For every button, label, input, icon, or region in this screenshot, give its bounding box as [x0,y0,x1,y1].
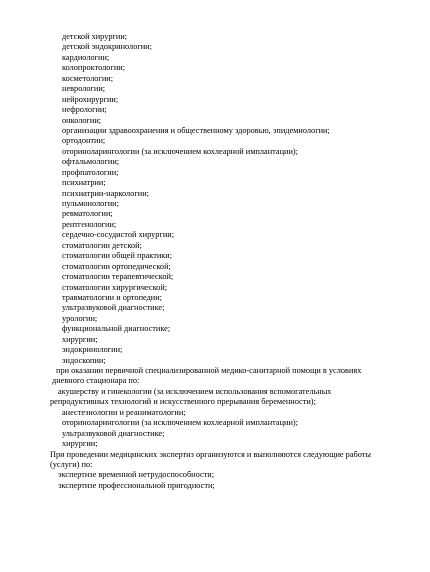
paragraph-expertise: При проведении медицинских экспертиз организуются и выполняются следующие работы (услуги) по: [50,449,371,470]
list-item: ортодонтии; [62,136,106,146]
list-item: хирургии; [62,439,98,449]
list-item: стоматологии общей практики; [62,251,173,261]
list-item: хирургии; [62,334,98,344]
list-item: травматологии и ортопедии; [62,292,162,302]
list-item: офтальмологии; [62,157,120,167]
list-item: функциональной диагностике; [62,324,171,334]
list-item: организации здравоохранения и общественному здоровью, эпидемиологии; [62,125,330,135]
list-item: онкологии; [62,115,102,125]
paragraph-day-hospital: при оказании первичной специализированной медико-санитарной помощи в условиях дневного стационара по: [52,366,362,386]
list-item: оториноларингологии (за исключением кохлеарной имплантации); [62,418,298,428]
list-item: стоматологии хирургической; [62,282,168,292]
list-item: косметологии; [62,73,114,83]
list-item: оториноларингологии (за исключением кохлеарной имплантации); [62,146,298,156]
paragraph-obgyn: акушерству и гинекологии (за исключением использования вспомогательных репродуктивных технологий и искусственного прерывания беременности); [50,386,332,407]
list-item: стоматологии ортопедической; [62,261,171,271]
list-item: ревматологии; [62,209,113,219]
list-item: экспертизе профессиональной пригодности; [58,480,215,490]
list-item: экспертизе временной нетрудоспособности; [58,470,215,480]
list-item: эндоскопии; [62,355,106,365]
list-item: психиатрии; [62,178,106,188]
list-item: пульмонологии; [62,199,119,208]
list-item: нефрологии; [62,105,107,115]
list-item: ультразвуковой диагностике; [62,303,165,313]
document-body [0,32,430,491]
list-item: кардиологии; [62,52,110,62]
list-item: урологии; [62,313,98,323]
list-item: колопроктологии; [62,63,126,73]
list-item: детской эндокринологии; [62,42,152,52]
list-item: стоматологии детской; [62,240,142,250]
list-item: профпатологии; [62,167,119,177]
list-item: неврологии; [62,84,106,94]
list-item: рентгенологии; [62,219,117,229]
list-item: сердечно-сосудистой хирургии; [62,230,174,240]
list-item: детской хирургии; [62,32,128,41]
list-item: нейрохирургии; [62,94,119,104]
list-item: стоматологии терапевтической; [62,272,174,282]
list-item: ультразвуковой диагностике; [62,428,165,438]
list-item: анестезиологии и реаниматологии; [62,407,186,417]
list-item: эндокринологии; [62,345,123,355]
list-item: психиатрии-наркологии; [62,188,149,198]
